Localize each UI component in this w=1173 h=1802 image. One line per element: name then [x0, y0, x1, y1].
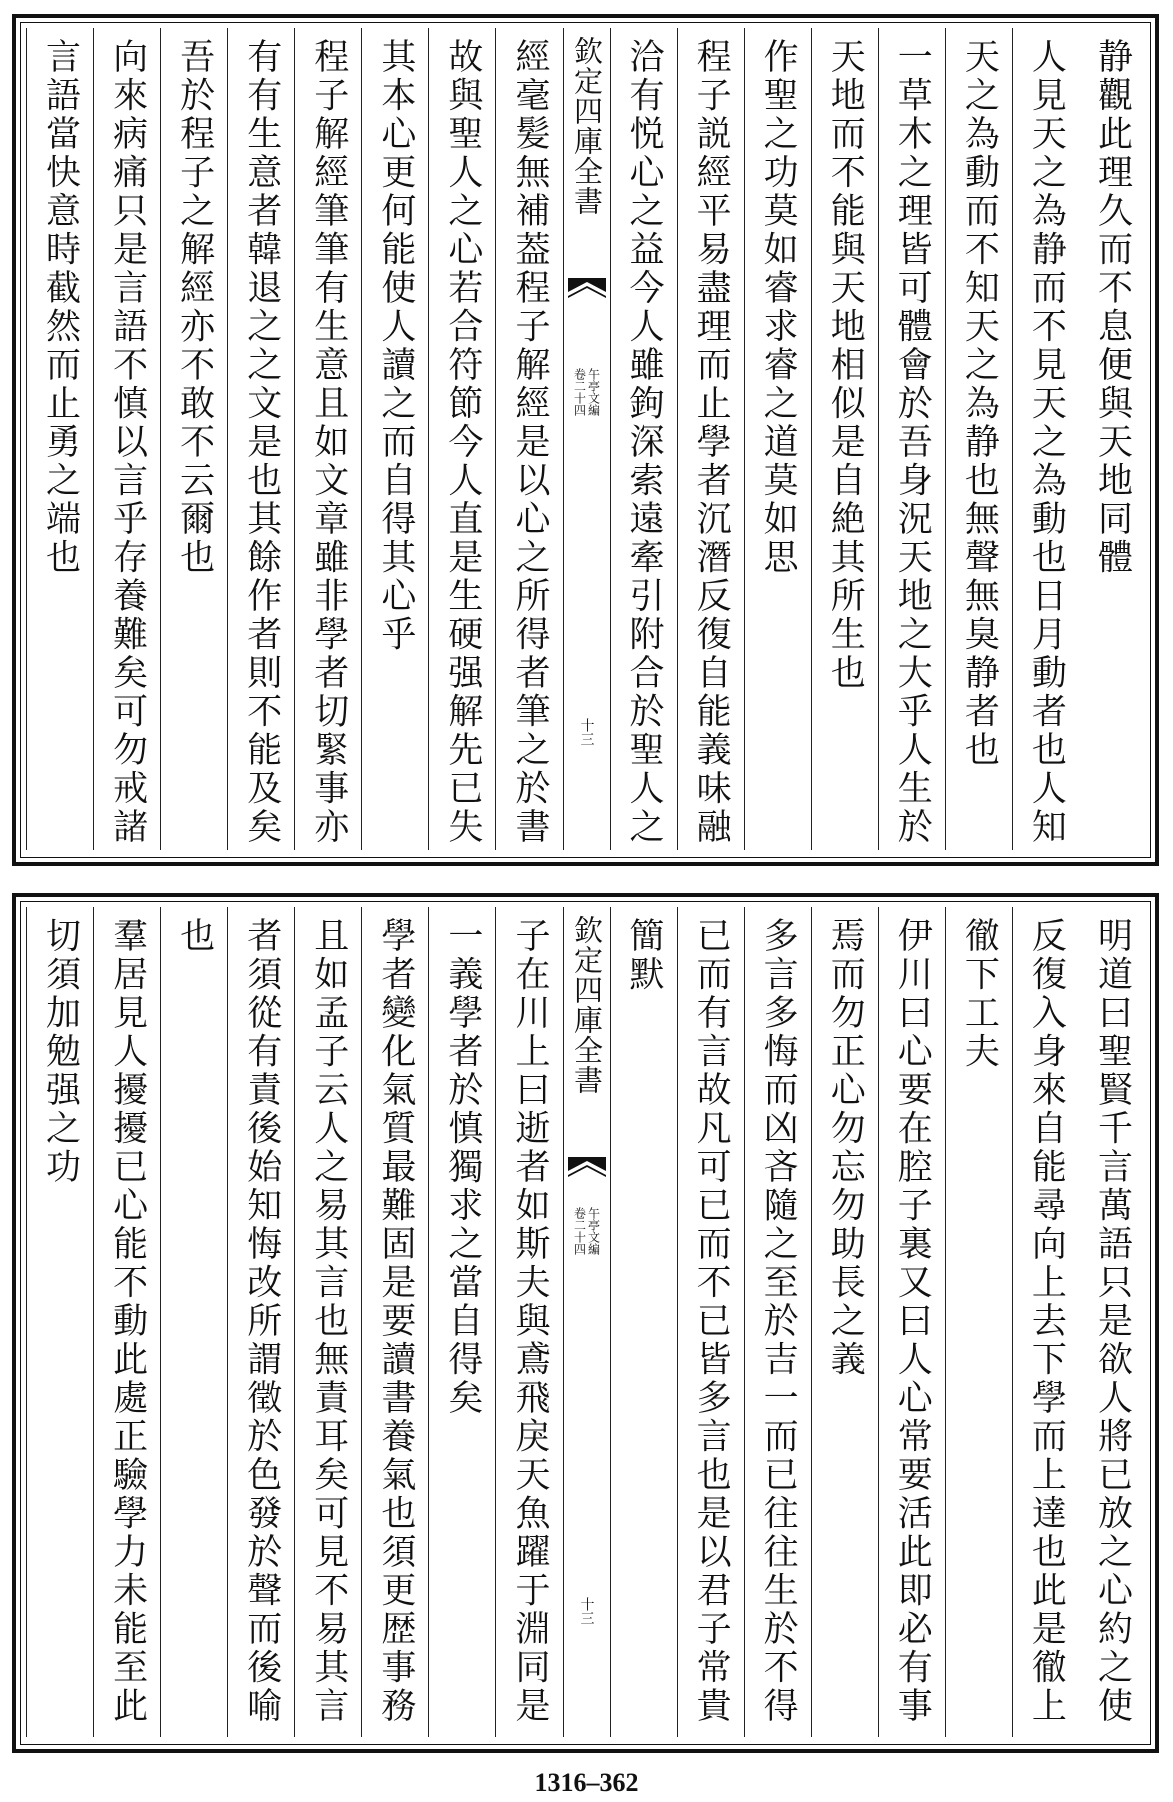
- page-number: 十三: [578, 1597, 595, 1625]
- text-column: [160, 907, 227, 1737]
- columns-top: [26, 28, 1145, 850]
- column-text: 一義學者於慎獨求之當自得矣: [442, 917, 483, 1418]
- work-title: 午亭文編: [586, 368, 601, 416]
- column-text: 其本心更何能使人讀之而自得其心乎: [375, 38, 416, 654]
- text-column: [227, 907, 294, 1737]
- column-text: 已而有言故凡可已而不已皆多言也是以君子常貴: [691, 917, 732, 1726]
- text-column: [945, 28, 1012, 850]
- column-text: 者須從有責後始知悔改所謂徵於色發於聲而後喻: [241, 917, 282, 1726]
- column-text: 學者變化氣質最難固是要讀書養氣也須更歴事務: [375, 917, 416, 1726]
- text-column: [1079, 28, 1145, 850]
- column-text: 天地而不能與天地相似是自絶其所生也: [825, 38, 866, 693]
- column-text: 多言多悔而凶吝隨之至於吉一而已往往生於不得: [758, 917, 799, 1726]
- text-column: [744, 907, 811, 1737]
- column-text: 洽有悦心之益今人雖鉤深索遠牽引附合於聖人之: [624, 38, 665, 847]
- columns-bottom: [26, 907, 1145, 1737]
- book-title: 欽定四庫全書: [570, 36, 604, 216]
- text-column: [361, 28, 428, 850]
- volume-number: 卷二十四: [572, 1207, 587, 1255]
- text-column: [495, 907, 562, 1737]
- column-text: 切須加勉强之功: [40, 917, 81, 1187]
- text-column: [26, 907, 93, 1737]
- column-text: 一草木之理皆可體會於吾身況天地之大乎人生於: [892, 38, 933, 847]
- page-number: 十三: [578, 718, 595, 746]
- center-margin: [563, 907, 610, 1737]
- text-column: [93, 907, 160, 1737]
- text-column: [26, 28, 93, 850]
- text-column: [945, 907, 1012, 1737]
- fish-tail-mark: [568, 278, 606, 306]
- text-column: [1012, 28, 1079, 850]
- column-text: 且如孟子云人之易其言也無責耳矣可見不易其言: [308, 917, 349, 1726]
- column-text: 静觀此理久而不息便與天地同體: [1092, 38, 1133, 577]
- column-text: 羣居見人擾擾已心能不動此處正驗學力未能至此: [107, 917, 148, 1726]
- volume-label: [574, 1207, 600, 1255]
- text-column: [495, 28, 562, 850]
- column-text: 焉而勿正心勿忘勿助長之義: [825, 917, 866, 1379]
- column-text: 吾於程子之解經亦不敢不云爾也: [174, 38, 215, 577]
- column-text: 作聖之功莫如睿求睿之道莫如思: [758, 38, 799, 577]
- text-column: [677, 28, 744, 850]
- text-column: [428, 907, 495, 1737]
- column-text: 反復入身來自能尋向上去下學而上達也此是徹上: [1026, 917, 1067, 1726]
- text-column: [227, 28, 294, 850]
- text-column: [878, 907, 945, 1737]
- text-column: [1079, 907, 1145, 1737]
- column-text: 明道曰聖賢千言萬語只是欲人將已放之心約之使: [1092, 917, 1133, 1726]
- text-column: [811, 28, 878, 850]
- text-column: [610, 907, 677, 1737]
- column-text: 故與聖人之心若合符節今人直是生硬强解先已失: [442, 38, 483, 847]
- text-column: [428, 28, 495, 850]
- column-text: 子在川上曰逝者如斯夫與鳶飛戾天魚躍于淵同是: [509, 917, 550, 1726]
- column-text: 伊川曰心要在腔子裏又曰人心常要活此即必有事: [892, 917, 933, 1726]
- text-column: [361, 907, 428, 1737]
- column-text: 徹下工夫: [959, 917, 1000, 1071]
- text-column: [811, 907, 878, 1737]
- column-text: 也: [174, 917, 215, 956]
- text-column: [160, 28, 227, 850]
- column-text: 言語當快意時截然而止勇之端也: [40, 38, 81, 577]
- column-text: 簡默: [624, 917, 665, 994]
- volume-label: [574, 368, 600, 416]
- page-bottom: [12, 893, 1159, 1753]
- work-title: 午亭文編: [586, 1207, 601, 1255]
- page-footer-number: 1316–362: [534, 1768, 639, 1797]
- text-column: [677, 907, 744, 1737]
- column-text: 天之為動而不知天之為静也無聲無臭静者也: [959, 38, 1000, 770]
- text-column: [1012, 907, 1079, 1737]
- text-column: [294, 28, 361, 850]
- text-column: [294, 907, 361, 1737]
- column-text: 程子説經平易盡理而止學者沉潛反復自能義味融: [691, 38, 732, 847]
- text-column: [878, 28, 945, 850]
- fish-tail-mark: [568, 1157, 606, 1185]
- column-text: 經毫髪無補葢程子解經是以心之所得者筆之於書: [509, 38, 550, 847]
- page-top: [12, 14, 1159, 866]
- column-text: 程子解經筆筆有生意且如文章雖非學者切緊事亦: [308, 38, 349, 847]
- book-title: 欽定四庫全書: [570, 915, 604, 1095]
- text-column: [93, 28, 160, 850]
- text-column: [744, 28, 811, 850]
- center-margin: [563, 28, 610, 850]
- text-column: [610, 28, 677, 850]
- column-text: 向來病痛只是言語不慎以言乎存養難矣可勿戒諸: [107, 38, 148, 847]
- volume-number: 卷二十四: [572, 368, 587, 416]
- column-text: 人見天之為静而不見天之為動也日月動者也人知: [1026, 38, 1067, 847]
- column-text: 有有生意者韓退之之文是也其餘作者則不能及矣: [241, 38, 282, 847]
